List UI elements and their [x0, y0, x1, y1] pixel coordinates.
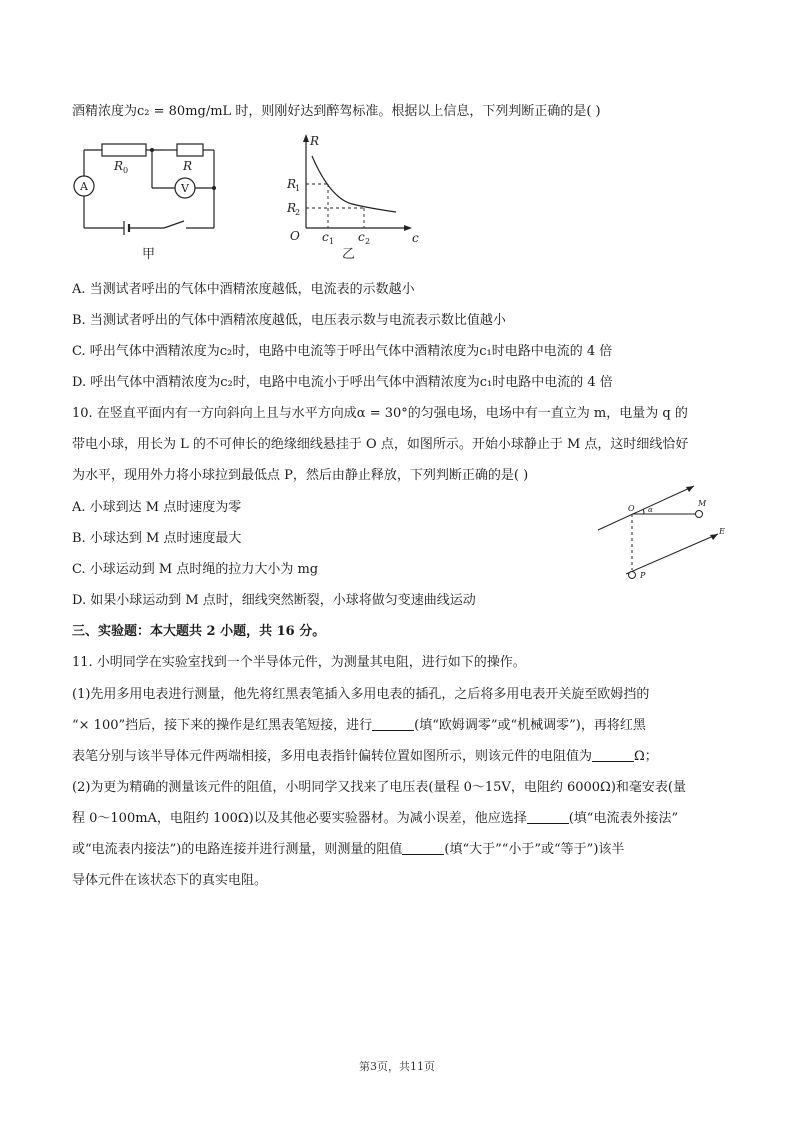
figure-jia-caption: 甲 — [142, 247, 156, 262]
answer-blank-zeroing[interactable] — [372, 716, 414, 731]
q11-part2-line3 — [72, 840, 722, 860]
q11-part2-line4: 导体元件在该状态下的真实电阻。 — [72, 873, 268, 888]
r2-label: R — [287, 201, 297, 215]
c1-label: c — [322, 230, 329, 244]
q11-part1-line3-tail: Ω； — [634, 749, 658, 764]
r2-subscript: 2 — [295, 208, 301, 217]
q11-part1-line2-text: “× 100”挡后，接下来的操作是红黑表笔短接，进行 — [72, 718, 373, 733]
q10-stem-line2: 带电小球，用长为 L 的不可伸长的绝缘细线悬挂于 O 点，如图所示。开始小球静止于 M 点，这时细线恰好 — [72, 437, 689, 452]
q11-part2-line3-text: 或“电流表内接法”)的电路连接并进行测量，则测量的阻值 — [72, 842, 403, 857]
answer-blank-resistance[interactable] — [592, 747, 634, 762]
ammeter-label: A — [80, 180, 88, 193]
figure-yi-caption: 乙 — [342, 247, 356, 262]
answer-blank-comparison[interactable] — [402, 840, 444, 855]
q11-part2-line2 — [72, 809, 722, 829]
x-axis-label: c — [412, 231, 419, 245]
q10-option-c: C. 小球运动到 M 点时绳的拉力大小为 mg — [72, 562, 319, 577]
alpha-label: α — [648, 506, 653, 514]
q10-option-b: B. 小球达到 M 点时速度最大 — [72, 531, 242, 546]
point-o-label: O — [628, 504, 635, 513]
question-9-stem-end: 酒精浓度为c₂ = 80mg/mL 时，则刚好达到醉驾标准。根据以上信息，下列判断正确的是( ) — [72, 104, 601, 119]
resistance-concentration-graph-yi — [282, 132, 422, 262]
q11-stem: 11. 小明同学在实验室找到一个半导体元件，为测量其电阻，进行如下的操作。 — [72, 655, 526, 670]
field-e-label: E — [719, 527, 725, 536]
q11-part2-line2-text: 程 0～100mA，电阻约 100Ω)以及其他必要实验器材。为减小误差，他应选择 — [72, 811, 527, 826]
q10-stem-line3: 为水平，现用外力将小球拉到最低点 P，然后由静止释放，下列判断正确的是( ) — [72, 468, 529, 483]
section-3-heading: 三、实验题：本大题共 2 小题，共 16 分。 — [72, 624, 326, 639]
q11-part1-line3-text: 表笔分别与该半导体元件两端相接，多用电表指针偏转位置如图所示，则该元件的电阻值为 — [72, 749, 593, 764]
c2-label: c — [358, 230, 365, 244]
voltmeter-label: V — [181, 182, 189, 195]
point-m-label: M — [698, 499, 707, 508]
q11-part2-line2-tail: (填“电流表外接法” — [568, 811, 679, 826]
q9-option-a: A. 当测试者呼出的气体中酒精浓度越低，电流表的示数越小 — [72, 282, 415, 297]
q10-option-d: D. 如果小球运动到 M 点时，细线突然断裂，小球将做匀变速曲线运动 — [72, 593, 476, 608]
r0-label: R — [114, 159, 124, 173]
answer-blank-connection[interactable] — [527, 809, 569, 824]
r-label: R — [183, 159, 193, 173]
y-axis-label: R — [310, 134, 320, 148]
circuit-diagram-jia — [72, 140, 232, 264]
r1-label: R — [287, 177, 297, 191]
q11-part2-line3-tail: (填“大于”“小于”或“等于”)该半 — [444, 842, 625, 857]
electric-field-pendulum-diagram — [592, 478, 732, 586]
q11-part2-line1: (2)为更为精确的测量该元件的阻值，小明同学又找来了电压表(量程 0～15V，电阻约 6000Ω)和毫安表(量 — [72, 780, 686, 795]
point-p-label: P — [640, 571, 646, 580]
q11-part1-line1: (1)先用多用电表进行测量，他先将红黑表笔插入多用电表的插孔，之后将多用电表开关旋至欧姆挡的 — [72, 687, 650, 702]
c1-subscript: 1 — [329, 237, 335, 246]
q11-part1-line2-tail: (填“欧姆调零”或“机械调零”)，再将红黑 — [414, 718, 646, 733]
q11-part1-line2 — [72, 716, 722, 736]
q9-option-d: D. 呼出气体中酒精浓度为c₂时，电路中电流小于呼出气体中酒精浓度为c₁时电路中电流的 4 倍 — [72, 375, 613, 390]
c2-subscript: 2 — [365, 237, 371, 246]
page-footer: 第3页，共11页 — [359, 1060, 435, 1073]
q11-part1-line3 — [72, 747, 722, 767]
r0-subscript: 0 — [123, 166, 129, 175]
q10-stem-line1: 10. 在竖直平面内有一方向斜向上且与水平方向成α = 30°的匀强电场，电场中有一直立为 m，电量为 q 的 — [72, 406, 688, 421]
q10-option-a: A. 小球到达 M 点时速度为零 — [72, 500, 242, 515]
q9-option-b: B. 当测试者呼出的气体中酒精浓度越低，电压表示数与电流表示数比值越小 — [72, 313, 506, 328]
r1-subscript: 1 — [295, 184, 301, 193]
q9-option-c: C. 呼出气体中酒精浓度为c₂时，电路中电流等于呼出气体中酒精浓度为c₁时电路中电流的 4 倍 — [72, 344, 613, 359]
origin-label: O — [290, 229, 300, 243]
